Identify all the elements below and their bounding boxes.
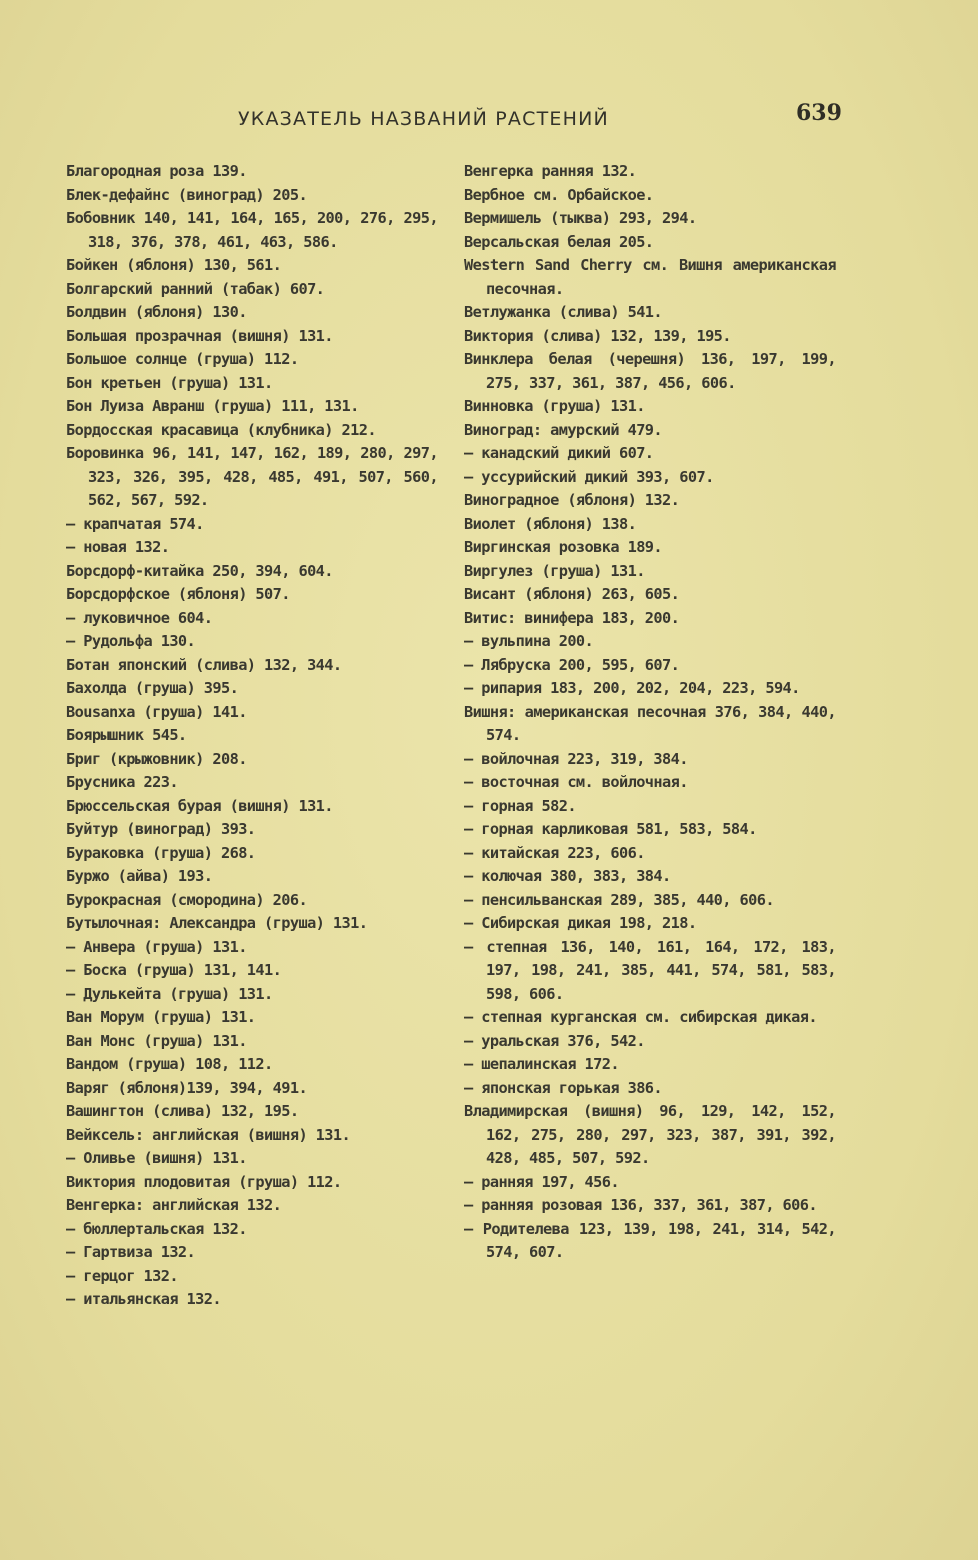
index-entry: Ботан японский (слива) 132, 344.: [66, 655, 342, 674]
index-entry: — канадский дикий 607.: [464, 444, 654, 462]
index-entry: Большая прозрачная (вишня) 131.: [66, 326, 333, 345]
index-entry: — Анвера (груша) 131.: [66, 937, 247, 956]
index-entry: — Оливье (вишня) 131.: [66, 1149, 247, 1167]
index-entry: — уральская 376, 542.: [464, 1031, 645, 1050]
index-entry: — пенсильванская 289, 385, 440, 606.: [464, 890, 774, 909]
index-entry: Варяг (яблоня)139, 394, 491.: [66, 1078, 308, 1097]
index-entry: Виноград: амурский 479.: [464, 420, 663, 439]
index-entry: — Дулькейта (груша) 131.: [66, 984, 273, 1003]
index-entry: — вульпина 200.: [464, 632, 594, 650]
index-entry: Венгерка: английская 132.: [66, 1196, 282, 1214]
index-entry: Виргинская розовка 189.: [464, 538, 663, 556]
index-entry: Болгарский ранний (табак) 607.: [66, 279, 325, 298]
index-entry: Виктория плодовитая (груша) 112.: [66, 1172, 342, 1191]
index-entry: Боярышник 545.: [66, 726, 187, 744]
index-entry: Бурокрасная (смородина) 206.: [66, 890, 308, 909]
index-entry: Bousanxa (груша) 141.: [66, 702, 247, 721]
index-entry: Вашингтон (слива) 132, 195.: [66, 1102, 299, 1120]
index-entry: Вербное см. Орбайское.: [464, 185, 654, 204]
index-entry: Ван Монс (груша) 131.: [66, 1031, 247, 1050]
index-entry: — герцог 132.: [66, 1266, 178, 1285]
index-entry: Брюссельская бурая (вишня) 131.: [66, 796, 333, 815]
index-entry: Виргулез (груша) 131.: [464, 561, 645, 580]
index-entry: Венгерка ранняя 132.: [464, 162, 637, 180]
index-entry: Бон Луиза Авранш (груша) 111, 131.: [66, 397, 359, 415]
index-entry: — Боска (груша) 131, 141.: [66, 961, 282, 979]
index-entry: Вандом (груша) 108, 112.: [66, 1055, 273, 1073]
index-entry: Боровинка 96, 141, 147, 162, 189, 280, 297, 323, 326, 395, 428, 485, 491, 507, 560, 562, 567, 592.: [66, 444, 438, 509]
index-entry: — Лябруска 200, 595, 607.: [464, 655, 680, 674]
index-entry: Western Sand Cherry см. Вишня американская песочная.: [464, 256, 836, 298]
running-header: УКАЗАТЕЛЬ НАЗВАНИЙ РАСТЕНИЙ: [238, 108, 609, 130]
index-entry: Бон кретьен (груша) 131.: [66, 373, 273, 392]
index-entry: Виолет (яблоня) 138.: [464, 514, 637, 533]
index-entry: Владимирская (вишня) 96, 129, 142, 152, 162, 275, 280, 297, 323, 387, 391, 392, 428, 485, 507, 592.: [464, 1102, 836, 1167]
index-entry: Бордосская красавица (клубника) 212.: [66, 420, 376, 439]
index-entry: Вермишель (тыква) 293, 294.: [464, 209, 697, 227]
index-entry: — войлочная 223, 319, 384.: [464, 749, 688, 768]
index-entry: Буржо (айва) 193.: [66, 867, 213, 885]
index-entry: — Рудольфа 130.: [66, 632, 196, 650]
index-entry: — крапчатая 574.: [66, 514, 204, 533]
index-entry: Винновка (груша) 131.: [464, 397, 645, 415]
index-entry: Витис: винифера 183, 200.: [464, 608, 680, 627]
index-entry: — новая 132.: [66, 538, 170, 556]
index-entry: Висант (яблоня) 263, 605.: [464, 585, 680, 603]
index-column-right: [464, 160, 836, 1265]
index-entry: — луковичное 604.: [66, 608, 213, 627]
index-entry: Бобовник 140, 141, 164, 165, 200, 276, 295, 318, 376, 378, 461, 463, 586.: [66, 209, 438, 251]
index-entry: — Родителева 123, 139, 198, 241, 314, 542, 574, 607.: [464, 1219, 836, 1261]
index-entry: Большое солнце (груша) 112.: [66, 350, 299, 368]
index-entry: Бриг (крыжовник) 208.: [66, 749, 247, 768]
index-entry: Бураковка (груша) 268.: [66, 843, 256, 862]
index-entry: Бойкен (яблоня) 130, 561.: [66, 256, 282, 274]
index-entry: Вейксель: английская (вишня) 131.: [66, 1125, 351, 1144]
index-entry: Блек-дефайнс (виноград) 205.: [66, 185, 308, 204]
index-entry: — колючая 380, 383, 384.: [464, 867, 671, 885]
index-entry: Винклера белая (черешня) 136, 197, 199, 275, 337, 361, 387, 456, 606.: [464, 350, 836, 392]
index-entry: — итальянская 132.: [66, 1290, 221, 1308]
index-entry: Бахолда (груша) 395.: [66, 679, 239, 697]
page-number: 639: [796, 100, 842, 126]
index-entry: — китайская 223, 606.: [464, 843, 645, 862]
index-entry: Вишня: американская песочная 376, 384, 440, 574.: [464, 702, 836, 744]
index-entry: — Гартвиза 132.: [66, 1243, 196, 1261]
index-entry: — японская горькая 386.: [464, 1078, 663, 1097]
index-entry: — горная 582.: [464, 796, 576, 815]
index-entry: Благородная роза 139.: [66, 162, 247, 180]
index-entry: Борсдорф-китайка 250, 394, 604.: [66, 561, 333, 580]
index-entry: Виктория (слива) 132, 139, 195.: [464, 326, 731, 345]
index-entry: Ветлужанка (слива) 541.: [464, 303, 663, 321]
index-entry: — ранняя розовая 136, 337, 361, 387, 606.: [464, 1196, 817, 1214]
index-entry: — ранняя 197, 456.: [464, 1172, 619, 1191]
index-entry: Ван Морум (груша) 131.: [66, 1008, 256, 1026]
index-entry: — степная 136, 140, 161, 164, 172, 183, 197, 198, 241, 385, 441, 574, 581, 583, 598, 606.: [464, 937, 836, 1003]
index-entry: — бюллертальская 132.: [66, 1219, 247, 1238]
index-entry: — рипария 183, 200, 202, 204, 223, 594.: [464, 679, 800, 697]
index-entry: Болдвин (яблоня) 130.: [66, 303, 247, 321]
index-entry: Бутылочная: Александра (груша) 131.: [66, 914, 368, 932]
index-entry: — горная карликовая 581, 583, 584.: [464, 820, 757, 838]
index-entry: Виноградное (яблоня) 132.: [464, 491, 680, 509]
index-entry: — шепалинская 172.: [464, 1055, 619, 1073]
index-entry: — уссурийский дикий 393, 607.: [464, 467, 714, 486]
index-entry: — Сибирская дикая 198, 218.: [464, 914, 697, 932]
index-entry: — степная курганская см. сибирская дикая.: [464, 1008, 817, 1026]
index-column-left: [66, 160, 438, 1312]
index-entry: — восточная см. войлочная.: [464, 773, 688, 791]
index-entry: Версальская белая 205.: [464, 232, 654, 251]
index-entry: Брусника 223.: [66, 773, 178, 791]
index-entry: Борсдорфское (яблоня) 507.: [66, 585, 290, 603]
index-entry: Буйтур (виноград) 393.: [66, 820, 256, 838]
